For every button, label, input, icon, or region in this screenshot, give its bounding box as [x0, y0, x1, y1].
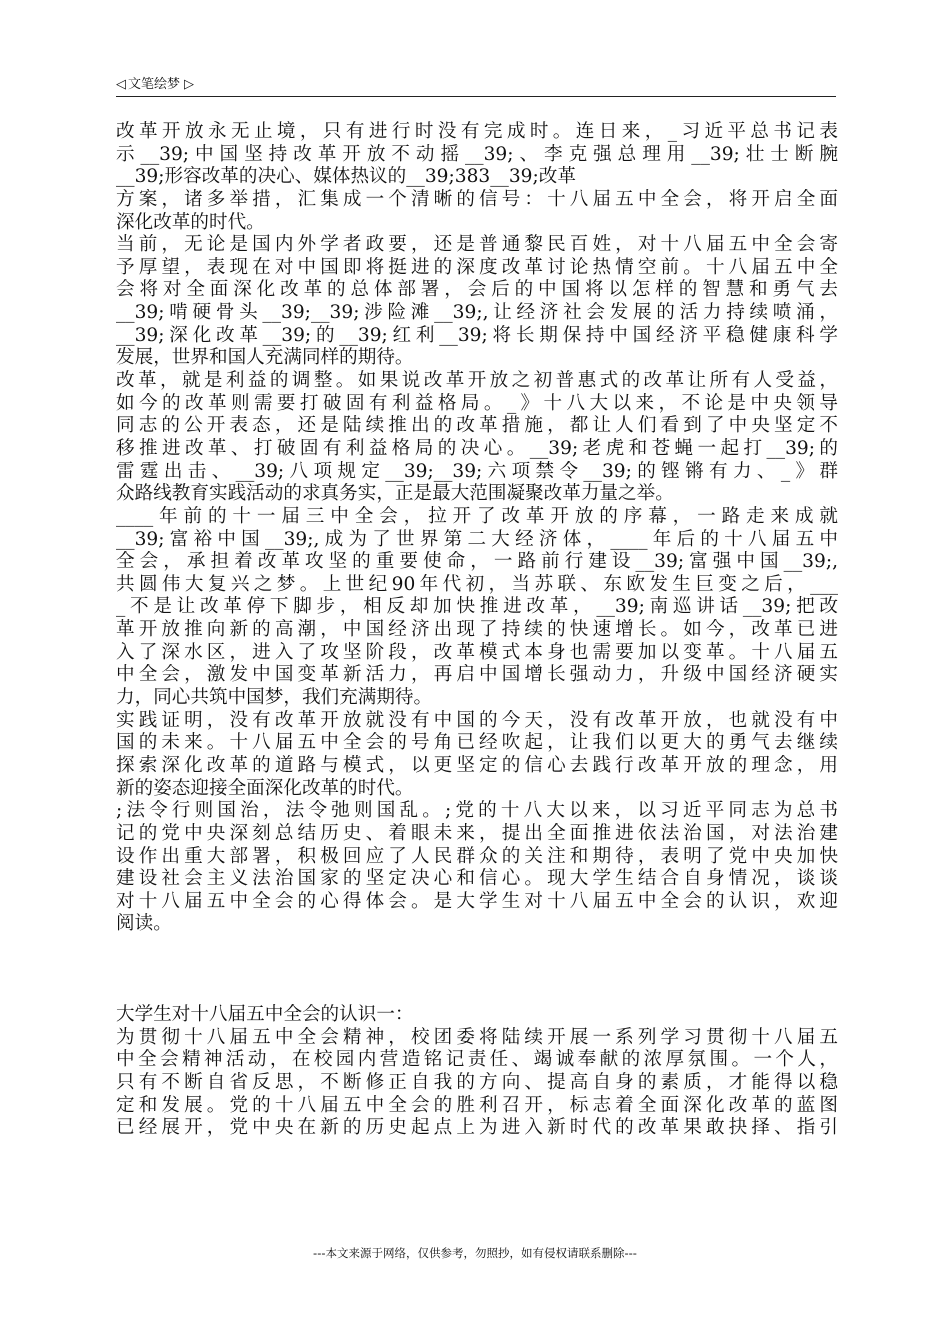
- text-line: 予厚望，表现在对中国即将挺进的深度改革讨论热情空前。十八届五中全: [116, 256, 838, 278]
- text-line: 实践证明，没有改革开放就没有中国的今天，没有改革开放，也就没有中: [116, 709, 838, 731]
- text-line: 方案，诸多举措，汇集成一个清晰的信号：十八届五中全会，将开启全面: [116, 188, 838, 210]
- text-line: __39;富裕中国__39;,成为了世界第二大经济体，____年后的十八届五中: [116, 528, 838, 550]
- text-block-section-one: [116, 1004, 838, 1140]
- text-line: 会将对全面深化改革的总体部署，会后的中国将以怎样的智慧和勇气去: [116, 279, 838, 301]
- text-line: 中全会精神活动，在校园内营造铭记责任、竭诚奉献的浓厚氛围。一个人，: [116, 1049, 838, 1071]
- text-line: 全会，承担着改革攻坚的重要使命，一路前行建设__39;富强中国__39;,: [116, 551, 838, 573]
- text-line: 力，同心共筑中国梦，我们充满期待。: [116, 687, 433, 709]
- text-line: 已经展开，党中央在新的历史起点上为进入新时代的改革果敢抉择、指引: [116, 1117, 838, 1139]
- triangle-right-icon: ▷: [184, 77, 195, 92]
- text-line: 中全会，激发中国变革新活力，再启中国增长强动力，升级中国经济硬实: [116, 664, 838, 686]
- text-line: 对十八届五中全会的心得体会。是大学生对十八届五中全会的认识，欢迎: [116, 890, 838, 912]
- text-line: 雷霆出击、__39;八项规定__39;__39;六项禁令__39;的铿锵有力、_》群: [116, 460, 838, 482]
- text-line: 革开放推向新的高潮，中国经济出现了持续的快速增长。如今，改革已进: [116, 619, 838, 641]
- text-line: 共圆伟大复兴之梦。上世纪90年代初，当苏联、东欧发生巨变之后，___: [116, 573, 838, 595]
- text-line: ;法令行则国治，法令弛则国乱。;党的十八大以来，以习近平同志为总书: [116, 800, 838, 822]
- text-line: 众路线教育实践活动的求真务实，正是最大范围凝聚改革力量之举。: [116, 483, 674, 505]
- text-line: 阅读。: [116, 913, 172, 935]
- text-line: 如今的改革则需要打破固有利益格局。_》十八大以来，不论是中央领导: [116, 392, 838, 414]
- text-line: _不是让改革停下脚步，相反却加快推进改革，__39;南巡讲话__39;把改: [116, 596, 838, 618]
- text-line: 示__39;中国坚持改革开放不动摇__39;、李克强总理用__39;壮士断腕: [116, 143, 838, 165]
- text-line: ____年前的十一届三中全会，拉开了改革开放的序幕，一路走来成就: [116, 505, 838, 527]
- text-line: 改革，就是利益的调整。如果说改革开放之初普惠式的改革让所有人受益，: [116, 370, 838, 392]
- triangle-left-icon: ◁: [116, 77, 126, 92]
- text-line: 新的姿态迎接全面深化改革的时代。: [116, 777, 414, 799]
- text-line: 为贯彻十八届五中全会精神，校团委将陆续开展一系列学习贯彻十八届五: [116, 1026, 838, 1048]
- text-line: 国的未来。十八届五中全会的号角已经吹起，让我们以更大的勇气去继续: [116, 732, 838, 754]
- page-header: [116, 74, 836, 97]
- text-line: 设作出重大部署，积极回应了人民群众的关注和期待，表明了党中央加快: [116, 845, 838, 867]
- text-line: __39;深化改革__39;的__39;红利__39;将长期保持中国经济平稳健康科学: [116, 324, 838, 346]
- page-footer: ---本文来源于网络，仅供参考，勿照抄，如有侵权请联系删除---: [313, 1246, 637, 1260]
- text-block-main: [116, 121, 838, 936]
- text-line: 只有不断自省反思，不断修正自我的方向、提高自身的素质，才能得以稳: [116, 1071, 838, 1093]
- text-line: 改革开放永无止境，只有进行时没有完成时。连日来，_习近平总书记表: [116, 121, 838, 142]
- text-line: 入了深水区，进入了攻坚阶段，改革模式本身也需要加以变革。十八届五: [116, 641, 838, 663]
- text-line: 当前，无论是国内外学者政要，还是普通黎民百姓，对十八届五中全会寄: [116, 234, 838, 256]
- text-line: __39;形容改革的决心、媒体热议的__39;383__39;改革: [116, 166, 576, 188]
- text-line: 发展，世界和国人充满同样的期待。: [116, 347, 414, 369]
- text-line: 定和发展。党的十八届五中全会的胜利召开，标志着全面深化改革的蓝图: [116, 1094, 838, 1116]
- header-brand: 文笔绘梦: [128, 77, 181, 92]
- text-line: 大学生对十八届五中全会的认识一：: [116, 1004, 414, 1026]
- section-gap: [116, 936, 838, 1004]
- document-body: [116, 121, 838, 1140]
- text-line: 探索深化改革的道路与模式，以更坚定的信心去践行改革开放的理念，用: [116, 754, 838, 776]
- text-line: 深化改革的时代。: [116, 211, 265, 233]
- text-line: 同志的公开表态，还是陆续推出的改革措施，都让人们看到了中央坚定不: [116, 415, 838, 437]
- text-line: 移推进改革、打破固有利益格局的决心。__39;老虎和苍蝇一起打__39;的: [116, 437, 838, 459]
- text-line: 记的党中央深刻总结历史、着眼未来，提出全面推进依法治国，对法治建: [116, 822, 838, 844]
- text-line: 建设社会主义法治国家的坚定决心和信心。现大学生结合自身情况，谈谈: [116, 868, 838, 890]
- text-line: __39;啃硬骨头__39;__39;涉险滩__39;,让经济社会发展的活力持续喷涌，: [116, 302, 838, 324]
